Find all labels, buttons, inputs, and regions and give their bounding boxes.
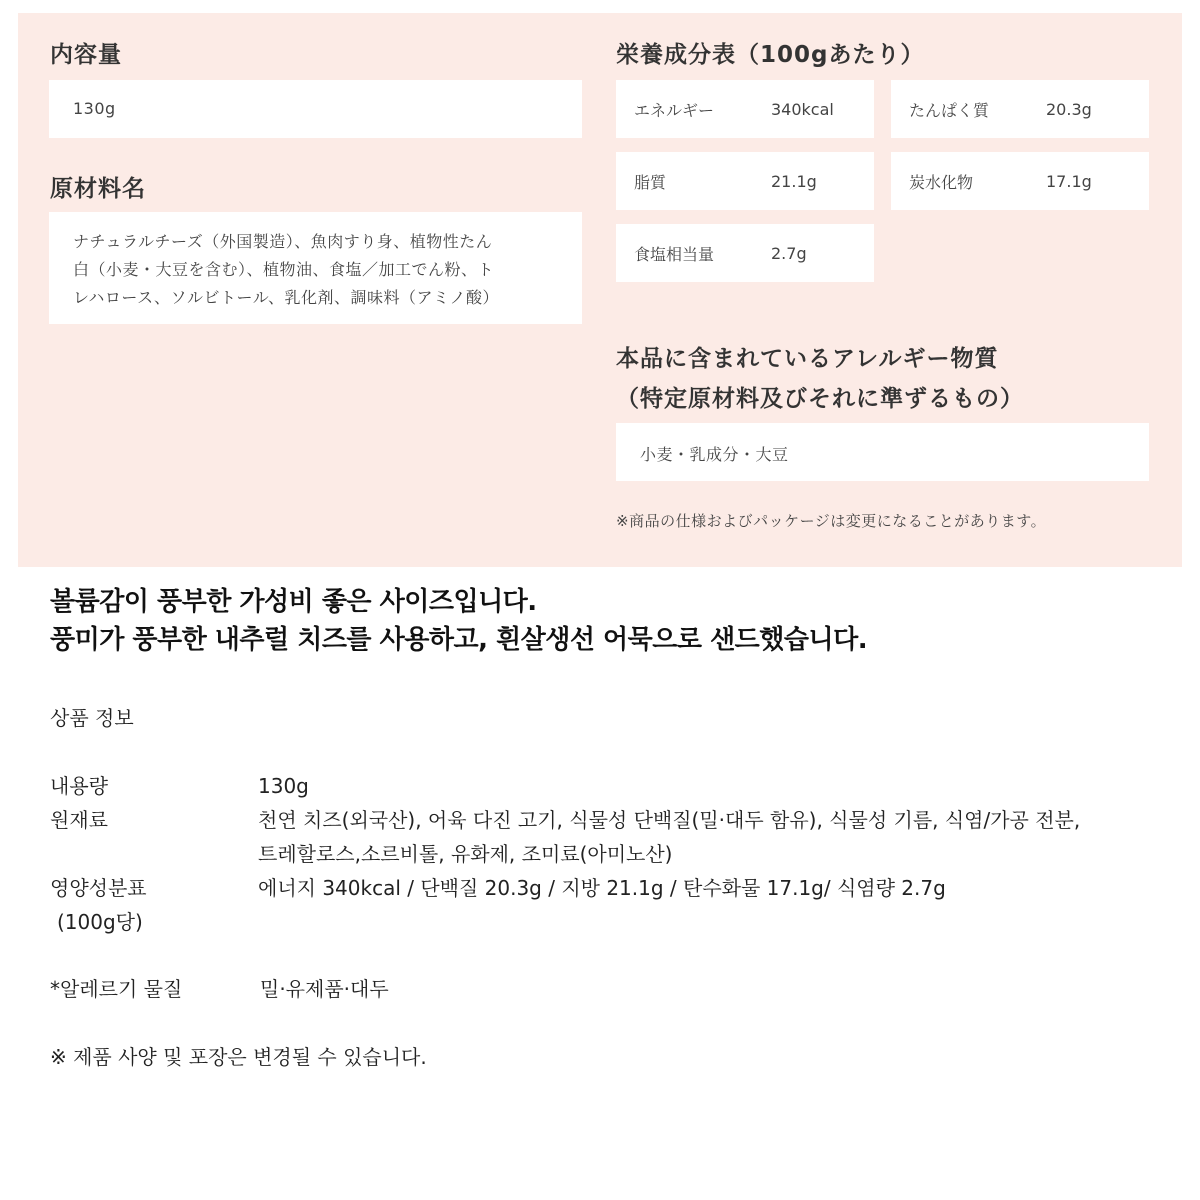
allergen-subheading-jp: （特定原材料及びそれに準ずるもの） [616, 386, 1024, 412]
nutrition-value: 21.1g [771, 171, 817, 191]
nutrition-value-kr: 에너지 340kcal / 단백질 20.3g / 지방 21.1g / 탄수화물 17.1g/ 식염량 2.7g [258, 876, 946, 900]
lead-line: 볼륨감이 풍부한 가성비 좋은 사이즈입니다. [50, 587, 537, 617]
lead-description [50, 583, 867, 659]
nutrition-cell-salt [616, 224, 874, 282]
nutrition-label: 炭水化物 [909, 172, 974, 192]
ingredients-line: レハロース、ソルビトール、乳化剤、調味料（アミノ酸） [73, 288, 499, 307]
allergen-heading-jp: 本品に含まれているアレルギー物質 [616, 346, 999, 372]
nutrition-cell-protein [891, 80, 1149, 138]
ingredients-heading-jp: 原材料名 [50, 176, 146, 202]
content-value-kr: 130g [258, 774, 309, 798]
nutrition-label: エネルギー [634, 100, 715, 120]
nutrition-value: 17.1g [1046, 171, 1092, 191]
nutrition-label: たんぱく質 [909, 100, 990, 120]
nutrition-cell-fat [616, 152, 874, 210]
content-value-jp: 130g [73, 99, 116, 118]
nutrition-value: 20.3g [1046, 99, 1092, 119]
content-label-kr: 내용량 [50, 774, 108, 798]
ingredients-line: ナチュラルチーズ（外国製造）、魚肉すり身、植物性たん [73, 232, 493, 251]
nutrition-label: 食塩相当量 [634, 244, 715, 264]
package-note-kr: ※ 제품 사양 및 포장은 변경될 수 있습니다. [50, 1045, 427, 1069]
nutrition-label-kr: 영양성분표 [50, 876, 147, 900]
nutrition-heading-jp: 栄養成分表（100gあたり） [616, 42, 925, 68]
allergen-label-kr: *알레르기 물질 [50, 977, 183, 1001]
allergen-value-kr: 밀·유제품·대두 [260, 977, 389, 1001]
nutrition-value: 2.7g [771, 243, 807, 263]
lead-line: 풍미가 풍부한 내추럴 치즈를 사용하고, 흰살생선 어묵으로 샌드했습니다. [50, 625, 868, 655]
package-note-jp: ※商品の仕様およびパッケージは変更になることがあります。 [616, 512, 1047, 530]
content-heading-jp: 内容量 [50, 42, 122, 68]
ingredients-line: 白（小麦・大豆を含む）、植物油、食塩／加工でん粉、ト [73, 260, 495, 279]
allergen-value-jp: 小麦・乳成分・大豆 [640, 445, 789, 464]
nutrition-label: 脂質 [634, 172, 667, 192]
ingredients-label-kr: 원재료 [50, 808, 108, 832]
ingredients-box-jp [49, 212, 582, 324]
nutrition-cell-carbs [891, 152, 1149, 210]
ingredients-value-kr: 천연 치즈(외국산), 어육 다진 고기, 식물성 단백질(밀·대두 함유), 식물성 기름, 식염/가공 전분, [258, 808, 1081, 832]
nutrition-value: 340kcal [771, 99, 834, 119]
product-info-title: 상품 정보 [50, 706, 134, 730]
allergen-box-jp [616, 423, 1149, 481]
nutrition-cell-energy [616, 80, 874, 138]
content-box-jp [49, 80, 582, 138]
nutrition-sublabel-kr: (100g당) [57, 910, 143, 934]
ingredients-value-kr: 트레할로스,소르비톨, 유화제, 조미료(아미노산) [258, 842, 673, 866]
